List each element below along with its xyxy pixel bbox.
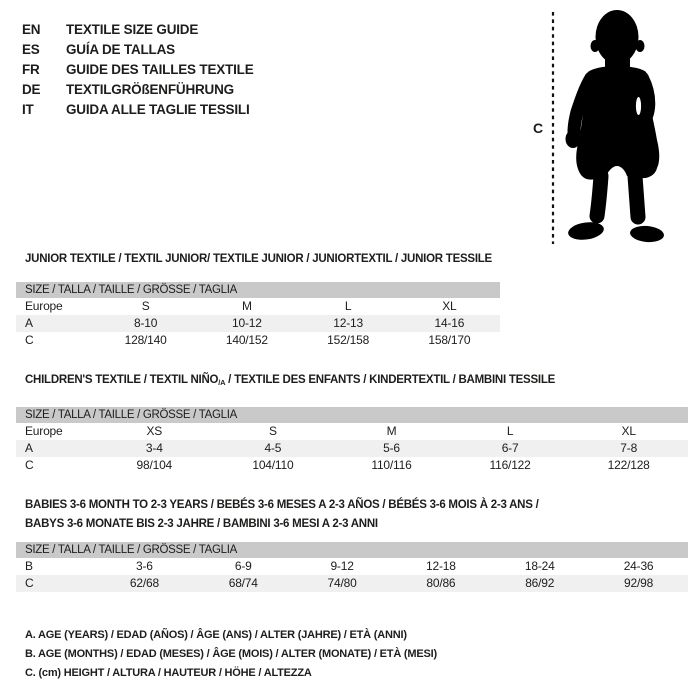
table-cell: 122/128	[607, 458, 650, 472]
table-cell: 104/110	[252, 458, 294, 472]
table-cell: 3-6	[136, 559, 153, 573]
table-cell: 9-12	[330, 559, 354, 573]
language-label: GUIDA ALLE TAGLIE TESSILI	[66, 101, 250, 117]
toddler-silhouette	[530, 0, 700, 250]
language-list	[22, 19, 254, 119]
table-cell: 12-18	[426, 559, 456, 573]
table-cell: M	[386, 424, 397, 438]
babies-title-line1: BABIES 3-6 MONTH TO 2-3 YEARS / BEBÉS 3-6 MESES A 2-3 AÑOS / BÉBÉS 3-6 MOIS À 2-3 ANS /	[25, 499, 539, 511]
babies-table-header: SIZE / TALLA / TAILLE / GRÖSSE / TAGLIA	[16, 542, 688, 558]
language-code: ES	[22, 41, 40, 57]
row-label: C	[25, 333, 34, 347]
table-row	[16, 575, 688, 592]
table-cell: 12-13	[333, 316, 363, 330]
table-cell: 110/116	[371, 458, 412, 472]
table-cell: 10-12	[232, 316, 262, 330]
table-cell: M	[241, 299, 252, 313]
table-cell: 3-4	[145, 441, 163, 455]
junior-table-rows	[16, 298, 500, 349]
table-cell: 86/92	[525, 576, 555, 590]
language-label: GUIDE DES TAILLES TEXTILE	[66, 61, 254, 77]
legend-line: C. (cm) HEIGHT / ALTURA / HAUTEUR / HÖHE / ALTEZZA	[25, 667, 312, 679]
language-code: DE	[22, 81, 41, 97]
table-cell: 98/104	[136, 458, 173, 472]
row-label: Europe	[25, 299, 63, 313]
table-cell: 24-36	[623, 559, 654, 573]
children-table-title	[25, 373, 688, 390]
children-title-prefix: CHILDREN'S TEXTILE / TEXTIL NIÑO	[25, 374, 219, 386]
row-label: C	[25, 458, 34, 472]
table-cell: 158/170	[428, 333, 471, 347]
children-table-header: SIZE / TALLA / TAILLE / GRÖSSE / TAGLIA	[16, 407, 688, 423]
babies-title-line2: BABYS 3-6 MONATE BIS 2-3 JAHRE / BAMBINI 3-6 MESI A 2-3 ANNI	[25, 518, 378, 530]
height-measure-label: C	[533, 120, 544, 136]
table-cell: 92/98	[624, 576, 654, 590]
babies-table-title	[25, 496, 688, 534]
children-title-suffix: / TEXTILE DES ENFANTS / KINDERTEXTIL / BAMBINI TESSILE	[225, 374, 556, 386]
table-row	[16, 457, 688, 474]
table-cell: 4-5	[264, 441, 282, 455]
babies-table-section	[16, 496, 688, 592]
table-cell: S	[268, 424, 277, 438]
table-cell: 80/86	[426, 576, 456, 590]
row-label: C	[25, 576, 34, 590]
row-label: B	[25, 559, 33, 573]
table-cell: L	[344, 299, 352, 313]
row-label: A	[25, 441, 33, 455]
table-cell: 152/158	[327, 333, 370, 347]
legend	[25, 626, 437, 683]
language-row	[22, 59, 254, 79]
table-row	[16, 423, 688, 440]
row-label: Europe	[25, 424, 63, 438]
table-cell: XS	[146, 424, 163, 438]
language-label: GUÍA DE TALLAS	[66, 41, 175, 57]
children-table-rows	[16, 423, 688, 474]
language-code: FR	[22, 61, 40, 77]
table-cell: XL	[442, 299, 457, 313]
row-label: A	[25, 316, 33, 330]
table-row	[16, 315, 500, 332]
table-cell: 128/140	[124, 333, 167, 347]
legend-line: A. AGE (YEARS) / EDAD (AÑOS) / ÂGE (ANS) / ALTER (JAHRE) / ETÀ (ANNI)	[25, 629, 407, 641]
child-figure	[530, 0, 700, 250]
table-cell: 74/80	[327, 576, 357, 590]
table-row	[16, 558, 688, 575]
language-row	[22, 39, 254, 59]
babies-table-rows	[16, 558, 688, 592]
table-cell: 14-16	[434, 316, 465, 330]
junior-table-section	[16, 252, 500, 349]
table-cell: 8-10	[134, 316, 158, 330]
table-row	[16, 440, 688, 457]
table-row	[16, 332, 500, 349]
language-label: TEXTILGRÖßENFÜHRUNG	[66, 81, 234, 97]
children-title-subscript: /A	[218, 378, 226, 387]
table-cell: 5-6	[383, 441, 400, 455]
language-label: TEXTILE SIZE GUIDE	[66, 21, 199, 37]
language-code: EN	[22, 21, 41, 37]
table-cell: 116/122	[489, 458, 531, 472]
children-table-section	[16, 373, 688, 474]
table-cell: 140/152	[225, 333, 268, 347]
table-cell: 62/68	[129, 576, 159, 590]
junior-table-title: JUNIOR TEXTILE / TEXTIL JUNIOR/ TEXTILE JUNIOR / JUNIORTEXTIL / JUNIOR TESSILE	[25, 253, 492, 265]
language-code: IT	[22, 101, 34, 117]
junior-table-header: SIZE / TALLA / TAILLE / GRÖSSE / TAGLIA	[16, 282, 500, 298]
table-cell: S	[141, 299, 150, 313]
table-cell: XL	[621, 424, 636, 438]
language-row	[22, 19, 254, 39]
table-row	[16, 298, 500, 315]
table-cell: 6-7	[501, 441, 519, 455]
language-row	[22, 99, 254, 119]
legend-line: B. AGE (MONTHS) / EDAD (MESES) / ÂGE (MOIS) / ALTER (MONATE) / ETÀ (MESI)	[25, 648, 437, 660]
table-cell: 7-8	[620, 441, 638, 455]
table-cell: 18-24	[524, 559, 555, 573]
table-cell: 6-9	[234, 559, 252, 573]
table-cell: L	[506, 424, 514, 438]
language-row	[22, 79, 254, 99]
table-cell: 68/74	[228, 576, 258, 590]
